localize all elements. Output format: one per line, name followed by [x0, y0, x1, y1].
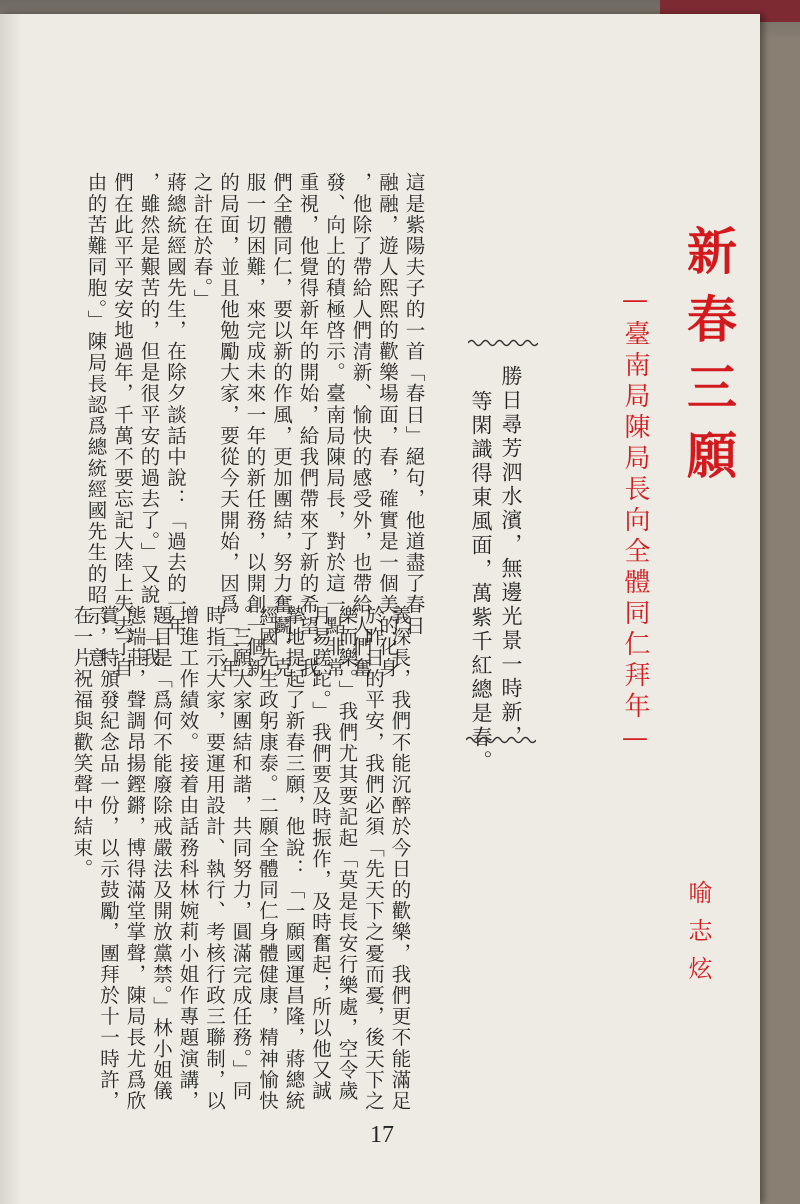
article-subtitle: —臺南局陳局長向全體同仁拜年— — [620, 285, 650, 758]
text-column: 在一片祝福與歡笑聲中結束。 — [70, 605, 94, 880]
text-column: 賞，特頒發紀念品一份，以示鼓勵，團拜於十一時許， — [97, 605, 120, 1112]
text-column: 月易蹉跎。」我們要及時振作，及時奮起；所以他又誠 — [309, 605, 332, 1102]
text-column: 時指示大家，要運用設計、執行、考核行政三聯制，以 — [203, 605, 226, 1112]
text-column: 於昨日的平安，我們必須「先天下之憂而憂，後天下之 — [362, 605, 385, 1112]
text-column: 蔣總統經國先生，在除夕談話中說：「過去的一年 — [164, 172, 187, 637]
text-column: ，雖然是艱苦的，但是很平安的過去了。」又說：「我 — [137, 172, 161, 669]
text-column: 發、向上的積極啓示。臺南局陳局長，對於這一點非常 — [323, 172, 346, 679]
text-column: 這是紫陽夫子的一首「春日」絕句，他道盡了春日 — [402, 172, 426, 637]
text-column: 。三願大家團結和諧，共同努力，圓滿完成任務。」同 — [229, 605, 253, 1102]
text-column: 態端莊，聲調昂揚鏗鏘，博得滿堂掌聲，陳局長尤爲欣 — [123, 605, 147, 1112]
poem-bottom-wavy-rule — [466, 735, 536, 745]
text-column: 的局面，並且他勉勵大家，要從今天開始，因爲「一年 — [217, 172, 240, 679]
text-column: 義深長，我們不能沉醉於今日的歡樂，我們更不能滿足 — [388, 605, 412, 1112]
text-column: 摯地提起了新春三願，他說：「一願國運昌隆，蔣總統 — [282, 605, 306, 1112]
text-column: 樂而樂。」我們尤其要記起「莫是長安行樂處，空令歲 — [335, 605, 359, 1102]
poem-line: 勝日尋芳泗水濱，無邊光景一時新， — [499, 365, 523, 749]
poem-line: 等閑識得東風面，萬紫千紅總是春。 — [469, 390, 493, 774]
text-column: 經國先生政躬康泰。二願全體同仁身體健康，精神愉快 — [256, 605, 279, 1112]
text-column: 之計在於春。」 — [190, 172, 214, 310]
text-column: 們在此平平安安地過年，千萬不要忘記大陸上失去了自 — [111, 172, 134, 679]
page-gutter-shadow — [0, 14, 22, 1204]
text-column: 重視，他覺得新年的開始，給我們帶來了新的希望，我 — [296, 172, 320, 679]
text-column: 融融，遊人熙熙的歡樂場面，春，確實是一個美的化身 — [376, 172, 399, 679]
text-column: 題目是「爲何不能廢除戒嚴法及開放黨禁。」林小姐儀 — [150, 605, 173, 1102]
text-column: 服一切困難，來完成未來一年的新任務，以開創一個新 — [243, 172, 267, 679]
poem-top-wavy-rule — [468, 338, 538, 348]
text-column: 由的苦難同胞。」陳局長認爲總統經國先生的昭示，意 — [84, 172, 108, 669]
text-column: 們全體同仁，要以新的作風，更加團結，努力奮鬬，克 — [270, 172, 293, 679]
article-title: 新春三願 — [679, 225, 738, 497]
page-number: 17 — [370, 1122, 394, 1148]
text-column: 增進工作績效。接着由話務科林婉莉小姐作專題演講， — [176, 605, 200, 1112]
author-name: 喻志炫 — [684, 880, 712, 994]
text-column: ，他除了帶給人們清新、愉快的感受外，也帶給人們奮 — [349, 172, 373, 679]
